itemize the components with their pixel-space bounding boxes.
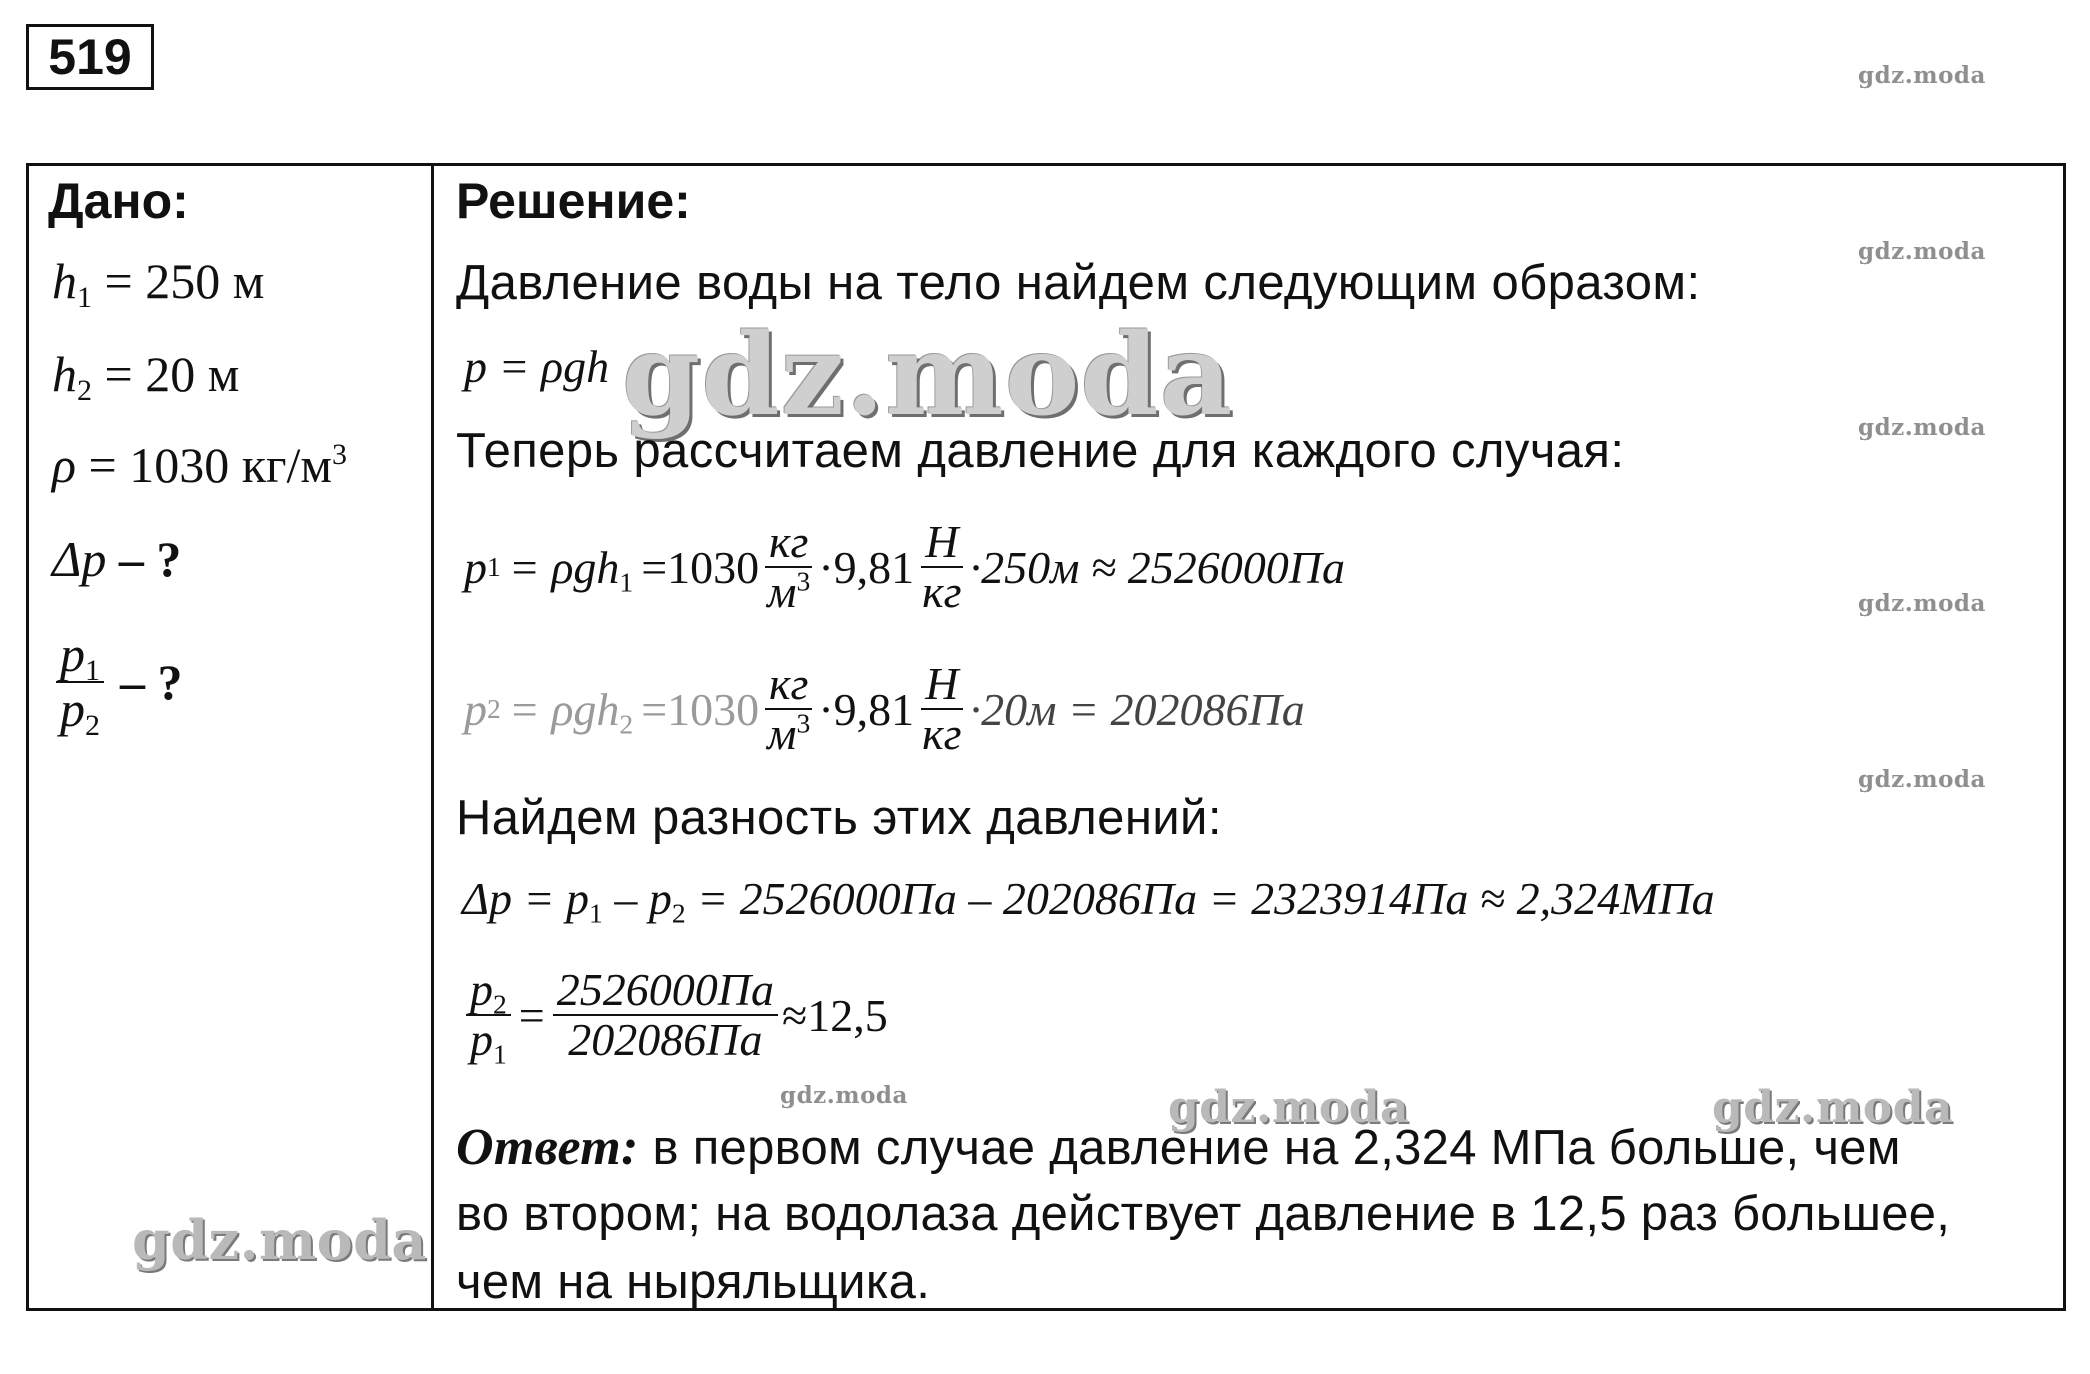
eq4-den: p	[470, 1014, 493, 1066]
eq1-f2-den: кг	[922, 566, 962, 618]
eq2-f2-num: Н	[921, 660, 962, 710]
answer-line-2: во втором; на водолаза действует давление в 12,5 раз большее,	[456, 1187, 1951, 1241]
eq4-num-sub: 2	[493, 988, 507, 1020]
eq1-f1-den: м	[767, 566, 797, 618]
eq1-mid: = ρgh	[508, 541, 620, 593]
h1-subscript: 1	[77, 281, 92, 314]
rho-symbol: ρ	[52, 437, 76, 493]
eq4-num: p	[470, 964, 493, 1015]
answer-text-1: в первом случае давление на 2,324 МПа больше, чем	[638, 1121, 1901, 1175]
eq1-g: ·9,81	[818, 541, 915, 593]
h2-value: = 20 м	[104, 346, 240, 402]
ratio-den-sub: 2	[85, 708, 100, 742]
eq4-rhs-fraction	[553, 966, 778, 1065]
watermark: gdz.moda	[1168, 1082, 1410, 1133]
h1-symbol: h	[52, 253, 77, 309]
given-h2	[52, 345, 240, 407]
dp-symbol: Δp	[52, 531, 107, 587]
eq2-g-unit-fraction	[918, 660, 965, 759]
eq4-rhs-num: 2526000Па	[553, 966, 778, 1016]
eq1-coef: =1030	[641, 541, 760, 593]
h2-symbol: h	[52, 346, 77, 402]
eq2-g: ·9,81	[818, 683, 915, 735]
pressure-formula	[464, 340, 609, 393]
answer-line-3: чем на ныряльщика.	[456, 1255, 931, 1309]
eq3-lhs: Δp = p	[462, 873, 590, 924]
eq1-rest: ·250м ≈ 2526000Па	[969, 541, 1345, 593]
given-h1	[52, 252, 265, 314]
eq4-lhs-fraction	[466, 964, 511, 1070]
eq2-unit-fraction	[763, 660, 814, 759]
ratio-fraction	[56, 626, 104, 742]
equation-ratio: $\frac{p_2}{p_1}$ = $\frac{2526000Па}{202086Па}$ ≈12,5	[462, 966, 888, 1065]
ratio-num: p	[60, 626, 85, 682]
given-rho	[52, 436, 347, 494]
watermark: gdz.moda	[1858, 62, 1986, 89]
eq2-f1-den-sup: 3	[796, 707, 811, 739]
eq2-f1-num: кг	[765, 660, 812, 710]
eq2-mid: = ρgh	[508, 683, 620, 735]
watermark: gdz.moda	[1858, 238, 1986, 265]
watermark: gdz.moda	[132, 1208, 427, 1272]
eq2-coef: =1030	[641, 683, 760, 735]
given-dp	[52, 530, 181, 588]
eq4-den-sub: 1	[493, 1038, 507, 1070]
watermark: gdz.moda	[1712, 1082, 1954, 1133]
eq4-rhs-den: 202086Па	[568, 1014, 763, 1066]
watermark-large: gdz.moda	[622, 310, 1234, 441]
watermark: gdz.moda	[780, 1082, 908, 1109]
equation-p1: p 1 = ρgh$_1$ =1030 $\frac{кг}{м^3}$ ·9,81 $\frac{Н}{кг}$ ·250м ≈ 2526000Па	[464, 516, 1345, 618]
eq3-rest: = 2526000Па – 202086Па = 2323914Па ≈ 2,324МПа	[685, 873, 1715, 924]
eq1-g-unit-fraction	[918, 518, 965, 617]
column-divider	[431, 163, 434, 1311]
ratio-question: – ?	[120, 653, 183, 710]
dp-question: – ?	[118, 531, 182, 587]
eq1-mid-sub: 1	[619, 566, 634, 598]
intro-text: Давление воды на тело найдем следующим образом:	[456, 256, 1701, 310]
ratio-num-sub: 1	[85, 654, 100, 687]
eq1-f1-num: кг	[765, 518, 812, 568]
eq1-f1-den-sup: 3	[796, 565, 811, 597]
step-text: Теперь рассчитаем давление для каждого случая:	[456, 424, 1625, 478]
ratio-den: p	[60, 680, 85, 737]
eq2-f1-den: м	[767, 708, 797, 760]
eq2-mid-sub: 2	[619, 708, 634, 740]
equation-dp	[462, 872, 1715, 929]
watermark: gdz.moda	[1858, 766, 1986, 793]
formula-text: p = ρgh	[464, 341, 610, 392]
difference-text: Найдем разность этих давлений:	[456, 791, 1222, 845]
eq1-unit-fraction	[763, 518, 814, 617]
eq3-sub2: 2	[671, 897, 686, 929]
eq3-sub1: 1	[589, 897, 603, 929]
given-header: Дано:	[48, 173, 189, 229]
eq1-lhs: p	[464, 541, 487, 593]
problem-number: 519	[26, 24, 154, 90]
eq2-f2-den: кг	[922, 708, 962, 760]
eq4-result: ≈12,5	[781, 989, 888, 1041]
rho-unit-exponent: 3	[332, 438, 348, 471]
given-ratio	[52, 626, 183, 742]
solution-header: Решение:	[456, 173, 691, 229]
watermark: gdz.moda	[1858, 414, 1986, 441]
eq2-rest: ·20м = 202086Па	[969, 683, 1305, 735]
eq1-f2-num: Н	[921, 518, 962, 568]
answer-line-1	[456, 1118, 1901, 1177]
h2-subscript: 2	[77, 374, 92, 407]
answer-label: Ответ:	[456, 1119, 639, 1176]
equation-p2: p 2 = ρgh$_2$ =1030 $\frac{кг}{м^3}$ ·9,81 $\frac{Н}{кг}$ ·20м = 202086Па	[464, 658, 1305, 760]
eq3-minus: – p	[602, 873, 672, 924]
h1-value: = 250 м	[104, 253, 265, 309]
eq2-lhs: p	[464, 683, 487, 735]
watermark: gdz.moda	[1858, 590, 1986, 617]
rho-value: = 1030 кг/м	[88, 437, 333, 493]
